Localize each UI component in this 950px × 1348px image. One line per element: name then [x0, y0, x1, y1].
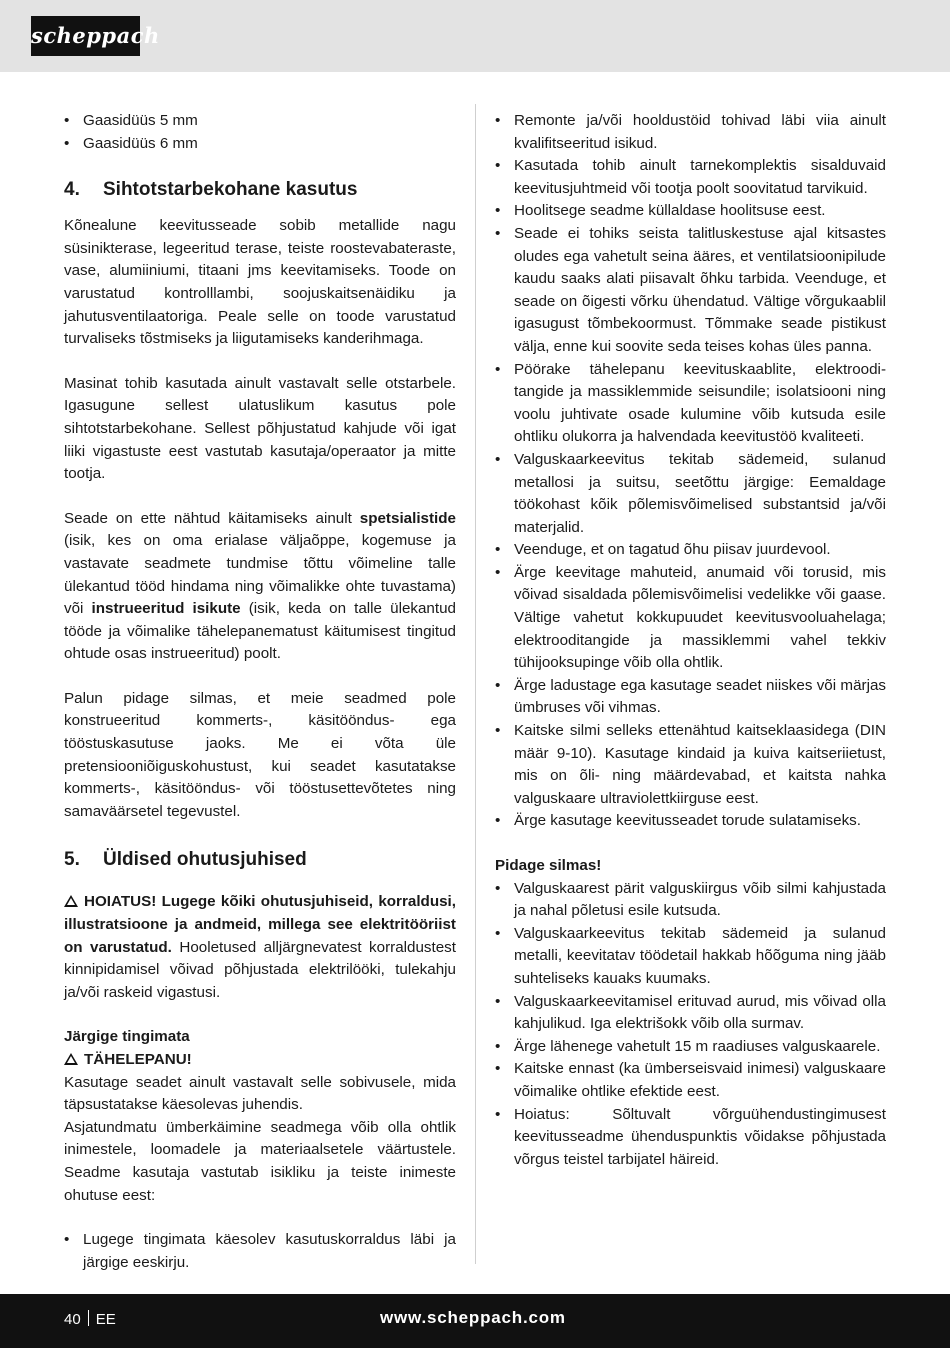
- list-item: • Valguskaarest pärit valguskiirgus võib silmi kahjustada ja nahal põletusi esile kutsuda.: [495, 878, 886, 923]
- paragraph: Masinat tohib kasutada ainult vastavalt selle otstarbele. Igasugune sellest ulatuslikum kasutus pole sihtotstarbekohane. Sellest põhjustatud kahjude või igat liiki vigastuste eest vastutab kasutaja/operaator ja mitte tootja.: [64, 374, 456, 483]
- language-code: EE: [95, 1311, 116, 1328]
- warning-paragraph: HOIATUS! Lugege kõiki ohutusjuhiseid, korraldusi, illustratsioone ja andmeid, millega see elektritööriist on varustatud. Hooletused alljärgnevatest korraldustest kinnipidamisel võivad põhjustada elektrilööki, tulekahju ja/või raskeid vigastusi.: [64, 893, 456, 1001]
- nozzle-list: [64, 110, 456, 155]
- page-footer: [0, 1294, 950, 1348]
- list-item: • Ärge kasutage keevitusseadet torude sulatamiseks.: [495, 810, 886, 833]
- column-divider: [475, 104, 476, 1264]
- list-item: • Hoiatus: Sõltuvalt võrguühendustingimusest keevitusseadme ühenduspunktis võidakse põhjustada võrgus teistel tarbijatel häireid.: [495, 1104, 886, 1172]
- paragraph: Kõnealune keevitusseade sobib metallide nagu süsinikterase, legeeritud terase, teiste roostevabateraste, vase, alumiiniumi, titaani jms keevitamiseks. Toode on varustatud kontrolllambi, soojuskaitsenäidiku ja jahutusventilaatoriga. Peale selle on toode varustatud turvaliseks tõstmiseks ja liigutamiseks kanderihmaga.: [64, 217, 456, 348]
- list-item: • Gaasidüüs 6 mm: [64, 133, 456, 156]
- list-item: • Ärge lähenege vahetult 15 m raadiuses valguskaarele.: [495, 1036, 886, 1059]
- list-item: • Pöörake tähelepanu keevituskaablite, elektrooditangide ja massiklemmide seisundile; isolatsiooni ning voolu juhtivate osade kulumine võib kutsuda esile ohtliku olukorra ja halvendada keevitustöö kvaliteeti.: [495, 359, 886, 449]
- warning-triangle-icon: [64, 895, 78, 907]
- warning-triangle-icon: [64, 1053, 78, 1065]
- list-item: • Ärge ladustage ega kasutage seadet niiskes või märjas ümbruses või vihmas.: [495, 675, 886, 720]
- list-item: • Seade ei tohiks seista talitluskestuse ajal kitsastes oludes ega vahetult seina ääres, et ventilatsioonipilude kaudu saaks alati piisavalt õhku tarbida. Veenduge, et seade on õigesti võrku ühendatud. Vältige võrgukaablil igasugust tõmbekoormust. Tõmmake seade pistikust välja, enne kui soovite seda teises kohas üles panna.: [495, 223, 886, 359]
- list-item: • Hoolitsege seadme küllaldase hoolitsuse eest.: [495, 200, 886, 223]
- paragraph: Seade on ette nähtud käitamiseks ainult spetsialistide (isik, kes on oma erialase väljaõppe, kogemuse ja vastavate seadmete tundmise tõttu võimeline talle ülekantud tööd hindama ning võimalikke ohte tuvastama) või instrueeritud isikute (isik, keda on talle ülekantud tööde ja võimalike tähelepanematust käitumisest tingitud ohtude osas instrueeritud) poolt.: [64, 509, 456, 663]
- section-heading-4: 4. Sihtotstarbekohane kasutus: [64, 179, 358, 201]
- brand-logo: scheppach: [31, 16, 140, 56]
- list-item: • Valguskaarkeevitamisel erituvad aurud, mis võivad olla kahjulikud. Iga elektrišokk võib olla surmav.: [495, 991, 886, 1036]
- right-column: [495, 110, 886, 1171]
- follow-heading: Järgige tingimata: [64, 1028, 190, 1046]
- separator: [88, 1310, 89, 1326]
- list-item: • Valguskaarkeevitus tekitab sädemeid ja sulanud metalli, keevitatav töödetail hakkab hõõguma ning jääb suhteliseks kauaks kuumaks.: [495, 923, 886, 991]
- website-url: www.scheppach.com: [380, 1308, 566, 1327]
- list-item: • Lugege tingimata käesolev kasutuskorraldus läbi ja järgige eeskirju.: [64, 1229, 456, 1274]
- list-item: • Kasutada tohib ainult tarnekomplektis sisalduvaid keevitusjuhtmeid või tootja poolt soovitatud tarvikuid.: [495, 155, 886, 200]
- page-number: 40 EE: [64, 1311, 116, 1328]
- list-item: • Kaitske ennast (ka ümberseisvaid inimesi) valguskaare võimalike ohtlike efektide eest.: [495, 1058, 886, 1103]
- eyes-heading: Pidage silmas!: [495, 857, 602, 874]
- paragraph: Kasutage seadet ainult vastavalt selle sobivusele, mida täpsustatakse käesolevas juhendis.: [64, 1073, 456, 1114]
- list-item: • Veenduge, et on tagatud õhu piisav juurdevool.: [495, 539, 886, 562]
- list-item: • Valguskaarkeevitus tekitab sädemeid, sulanud metallosi ja suitsu, seetõttu järgige: Eemaldage töökohast kõik põlemisvõimelised substantsid ja/või materjalid.: [495, 449, 886, 539]
- paragraph: Palun pidage silmas, et meie seadmed pole konstrueeritud kommerts-, käsitööndus- ega tööstuskasutuse jaoks. Me ei võta üle pretensiooniõiguskohustust, kui seadet kasutatakse kommerts-, käsitööndus- või tööstusettevõtetes ning samaväärsetel tegevustel.: [64, 689, 456, 820]
- attention-heading: TÄHELEPANU!: [64, 1049, 456, 1072]
- list-item: • Gaasidüüs 5 mm: [64, 110, 456, 133]
- paragraph: Asjatundmatu ümberkäimine seadmega võib olla ohtlik inimestele, loomadele ja materiaalsetele väärtustele. Seadme kasutaja vastutab isikliku ja teiste inimeste ohutuse eest:: [64, 1118, 456, 1204]
- left-column: [64, 110, 456, 1274]
- list-item: • Kaitske silmi selleks ettenähtud kaitseklaasidega (DIN määr 9-10). Kasutage kindaid ja kuiva kaitseriietust, mis on õli- ning määrdevabad, et kaitsta nahka valguskaare ultraviolettkiirguse eest.: [495, 720, 886, 810]
- instruction-list: [64, 1229, 456, 1274]
- safety-list: [495, 110, 886, 833]
- list-item: • Ärge keevitage mahuteid, anumaid või torusid, mis võivad sisaldada põlemisvõimelisi vedelikke või gaase. Vältige vahetut kokkupuudet keevitusvooluahelaga; elektrooditangide ja massiklemmi vahel tekkiv tühijooksupinge võib olla ohtlik.: [495, 562, 886, 675]
- section-heading-5: 5. Üldised ohutusjuhised: [64, 849, 307, 871]
- list-item: • Remonte ja/või hooldustöid tohivad läbi viia ainult kvalifitseeritud isikud.: [495, 110, 886, 155]
- eyes-list: [495, 878, 886, 1172]
- page-header: [0, 0, 950, 72]
